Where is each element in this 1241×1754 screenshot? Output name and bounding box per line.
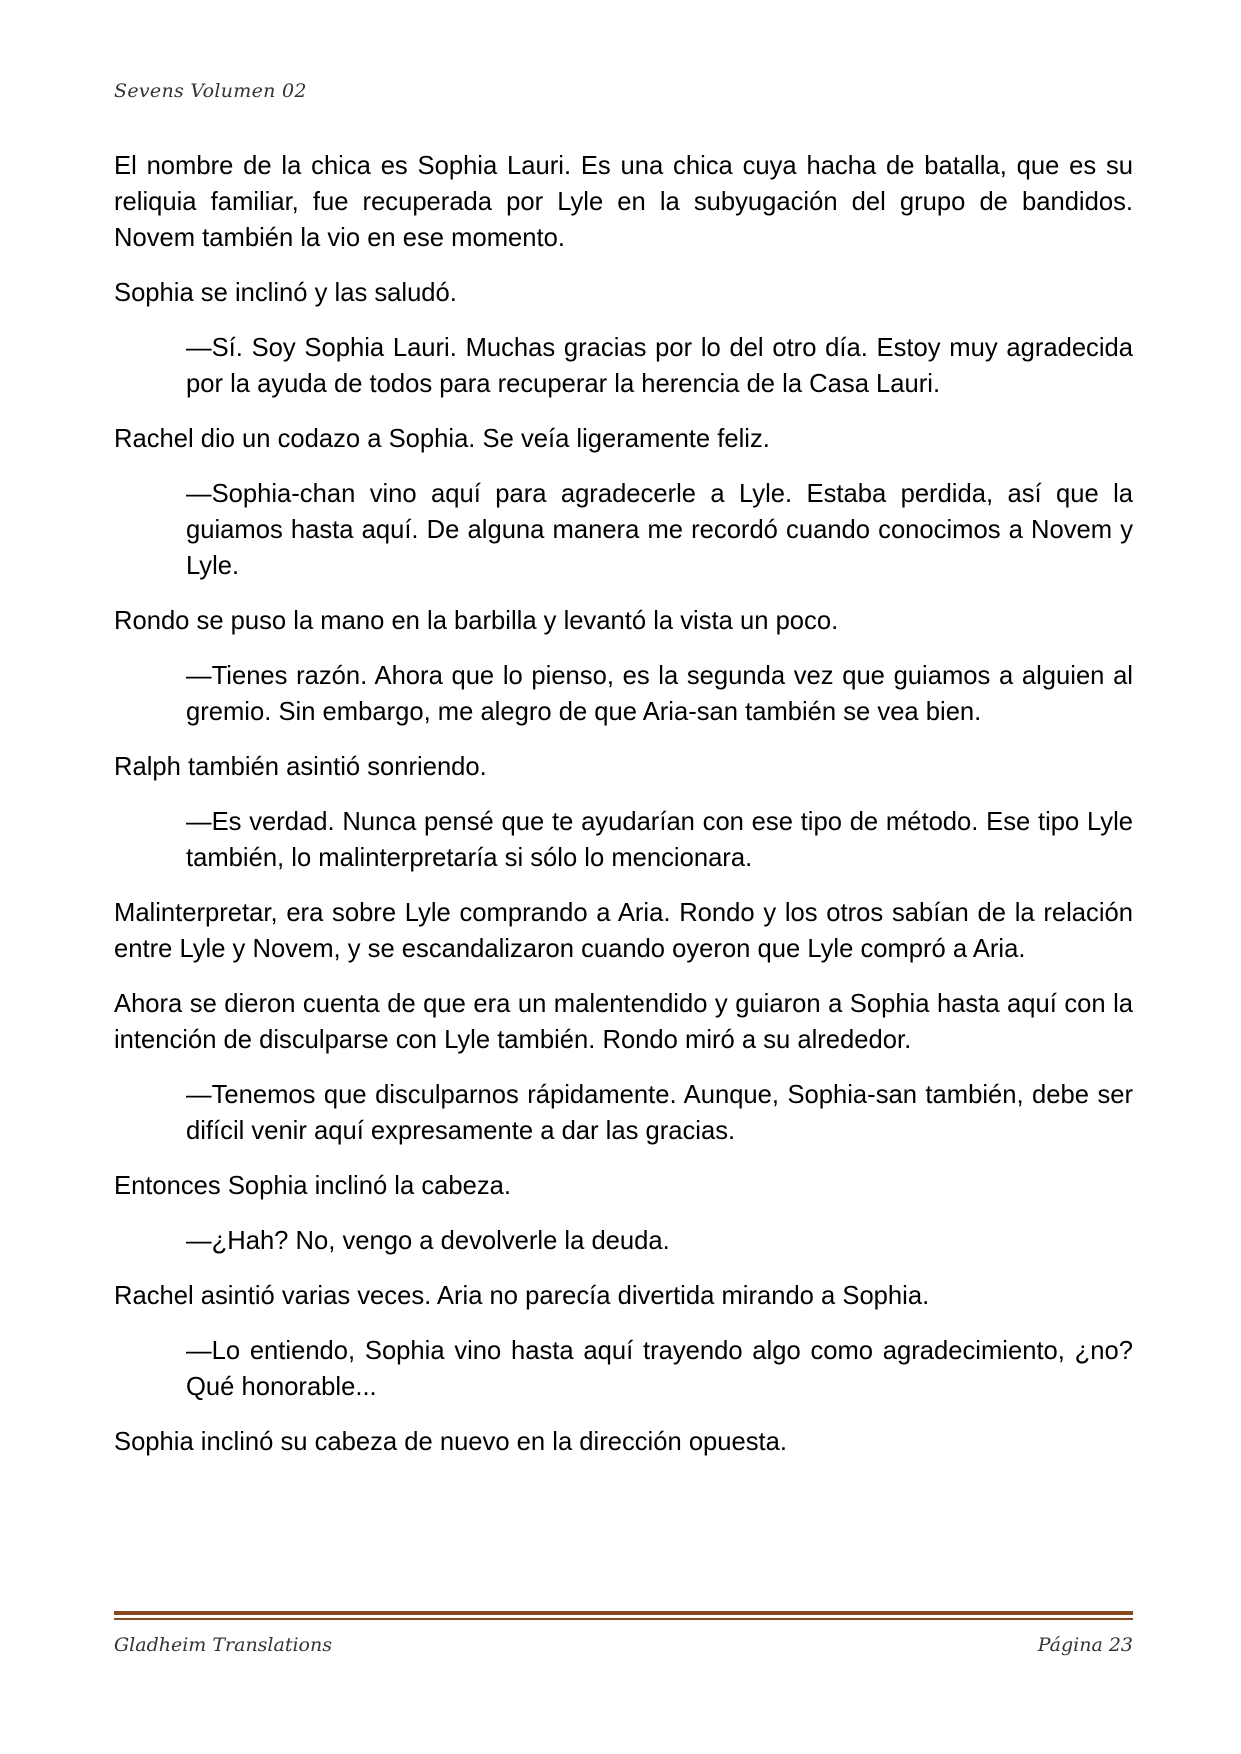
dialogue-line: —Tienes razón. Ahora que lo pienso, es la segunda vez que guiamos a alguien al gremio. Sin embargo, me alegro de que Aria-san también se vea bien. [186, 662, 1133, 726]
paragraph: Ralph también asintió sonriendo. [114, 753, 487, 781]
paragraph: Malinterpretar, era sobre Lyle comprando a Aria. Rondo y los otros sabían de la relación entre Lyle y Novem, y se escandalizaron cuando oyeron que Lyle compró a Aria. [114, 899, 1133, 963]
body-text [114, 148, 1133, 1479]
paragraph: Rachel asintió varias veces. Aria no parecía divertida mirando a Sophia. [114, 1282, 930, 1310]
dialogue-line: —Sí. Soy Sophia Lauri. Muchas gracias por lo del otro día. Estoy muy agradecida por la ayuda de todos para recuperar la herencia de la Casa Lauri. [186, 334, 1133, 398]
dialogue-line: —Sophia-chan vino aquí para agradecerle a Lyle. Estaba perdida, así que la guiamos hasta aquí. De alguna manera me recordó cuando conocimos a Novem y Lyle. [186, 480, 1133, 580]
footer-rule-thick [114, 1611, 1133, 1615]
paragraph: El nombre de la chica es Sophia Lauri. Es una chica cuya hacha de batalla, que es su reliquia familiar, fue recuperada por Lyle en la subyugación del grupo de bandidos. Novem también la vio en ese momento. [114, 152, 1133, 252]
paragraph: Sophia se inclinó y las saludó. [114, 279, 457, 307]
paragraph: Rondo se puso la mano en la barbilla y levantó la vista un poco. [114, 607, 839, 635]
page-number: Página 23 [1037, 1634, 1133, 1656]
paragraph: Rachel dio un codazo a Sophia. Se veía ligeramente feliz. [114, 425, 770, 453]
dialogue-line: —Lo entiendo, Sophia vino hasta aquí trayendo algo como agradecimiento, ¿no? Qué honorable... [186, 1337, 1133, 1401]
paragraph: Entonces Sophia inclinó la cabeza. [114, 1172, 511, 1200]
paragraph: Ahora se dieron cuenta de que era un malentendido y guiaron a Sophia hasta aquí con la intención de disculparse con Lyle también. Rondo miró a su alrededor. [114, 990, 1133, 1054]
paragraph: Sophia inclinó su cabeza de nuevo en la dirección opuesta. [114, 1428, 788, 1456]
footer-rule-thin [114, 1618, 1133, 1620]
dialogue-line: —Es verdad. Nunca pensé que te ayudarían con ese tipo de método. Ese tipo Lyle también, lo malinterpretaría si sólo lo mencionara. [186, 808, 1133, 872]
footer-rule [114, 1611, 1133, 1621]
footer-publisher: Gladheim Translations [114, 1634, 332, 1656]
dialogue-line: —¿Hah? No, vengo a devolverle la deuda. [186, 1227, 670, 1255]
dialogue-line: —Tenemos que disculparnos rápidamente. Aunque, Sophia-san también, debe ser difícil venir aquí expresamente a dar las gracias. [186, 1081, 1133, 1145]
running-header: Sevens Volumen 02 [114, 80, 307, 102]
